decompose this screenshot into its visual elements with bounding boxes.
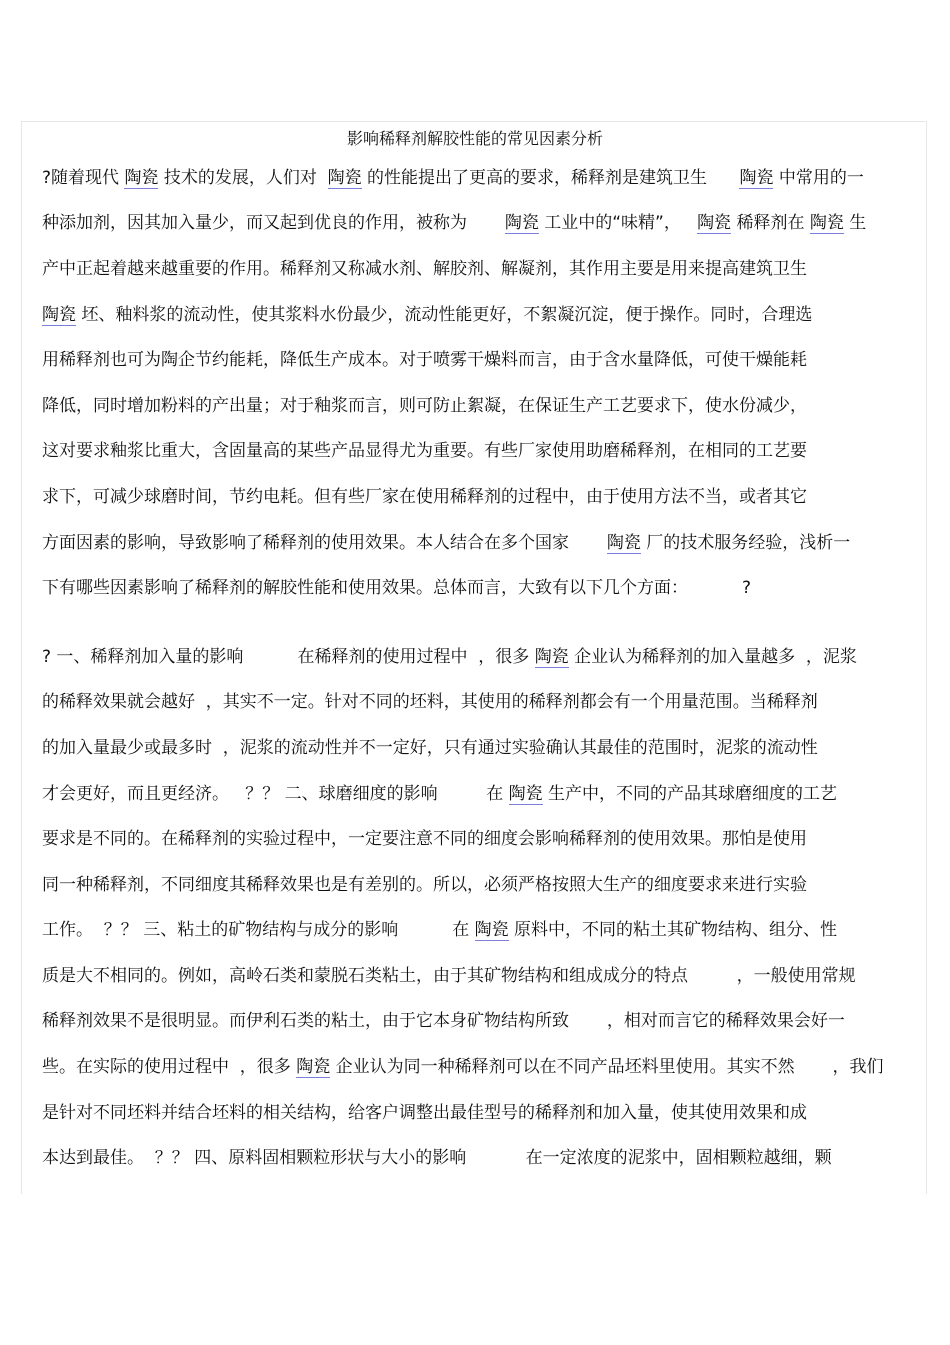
text-segment: 生产中，不同的产品其球磨细度的工艺 (542, 784, 838, 804)
text-segment: 的性能提出了更高的要求，稀释剂是建筑卫生 (361, 168, 740, 188)
text-segment: 生 (843, 213, 867, 233)
keyword-link: 陶瓷 (697, 213, 732, 233)
text-segment: 中常用的一 (773, 168, 864, 188)
text-segment: 这对要求釉浆比重大，含固量高的某些产品显得尤为重要。有些厂家使用助磨稀释剂，在相同的工艺要 (42, 441, 807, 461)
keyword-link: 陶瓷 (124, 168, 159, 188)
text-segment: ?随着现代 (42, 168, 125, 188)
text-line (42, 485, 807, 509)
text-line (42, 964, 856, 988)
text-line (42, 394, 807, 418)
text-line (42, 918, 837, 942)
text-segment: 种添加剂，因其加入量少，而又起到优良的作用，被称为 (42, 213, 505, 233)
text-segment: 下有哪些因素影响了稀释剂的解胶性能和使用效果。总体而言，大致有以下几个方面： ? (42, 578, 752, 598)
keyword-link: 陶瓷 (606, 533, 641, 553)
text-line (42, 439, 807, 463)
text-segment: 坯、釉料浆的流动性，使其浆料水份最少，流动性能更好，不絮凝沉淀，便于操作。同时，合理选 (76, 305, 813, 325)
keyword-link: 陶瓷 (508, 784, 543, 804)
document-title: 影响稀释剂解胶性能的常见因素分析 (346, 129, 603, 148)
text-line (42, 873, 807, 897)
text-segment: 的加入量最少或最多时 ，泥浆的流动性并不一定好，只有通过实验确认其最佳的范围时，泥浆的流动性 (42, 738, 818, 758)
keyword-link: 陶瓷 (504, 213, 539, 233)
text-segment: 企业认为同一种稀释剂可以在不同产品坯料里使用。其实不然 ，我们 (330, 1057, 884, 1077)
text-segment: ? 一、稀释剂加入量的影响 在稀释剂的使用过程中 ，很多 (42, 647, 535, 667)
keyword-link: 陶瓷 (739, 168, 774, 188)
text-segment: 求下，可减少球磨时间，节约电耗。但有些厂家在使用稀释剂的过程中，由于使用方法不当，或者其它 (42, 487, 807, 507)
text-line (42, 827, 807, 851)
text-segment: 的稀释效果就会越好 ，其实不一定。针对不同的坯料，其使用的稀释剂都会有一个用量范围。当稀释剂 (42, 692, 818, 712)
text-line (42, 1146, 832, 1170)
text-line (42, 211, 866, 235)
text-line (42, 576, 751, 600)
text-segment: 产中正起着越来越重要的作用。稀释剂又称减水剂、解胶剂、解凝剂，其作用主要是用来提高建筑卫生 (42, 259, 807, 279)
keyword-link: 陶瓷 (534, 647, 569, 667)
text-segment: 工作。 ？？ 三、粘土的矿物结构与成分的影响 在 (42, 920, 475, 940)
keyword-link: 陶瓷 (296, 1057, 331, 1077)
keyword-link: 陶瓷 (42, 305, 76, 325)
keyword-link: 陶瓷 (474, 920, 509, 940)
text-segment: 稀释剂效果不是很明显。而伊利石类的粘土，由于它本身矿物结构所致 ，相对而言它的稀释效果会好一 (42, 1011, 845, 1031)
text-segment: 降低，同时增加粉料的产出量；对于釉浆而言，则可防止絮凝，在保证生产工艺要求下，使水份减少， (42, 396, 807, 416)
text-segment: 才会更好，而且更经济。 ？？ 二、球磨细度的影响 在 (42, 784, 509, 804)
text-line (42, 1101, 807, 1125)
text-segment: 用稀释剂也可为陶企节约能耗，降低生产成本。对于喷雾干燥料而言，由于含水量降低，可使干燥能耗 (42, 350, 807, 370)
text-segment: 稀释剂在 (731, 213, 810, 233)
text-segment: 方面因素的影响，导致影响了稀释剂的使用效果。本人结合在多个国家 (42, 533, 607, 553)
text-line (42, 166, 864, 190)
text-segment: 原料中，不同的粘土其矿物结构、组分、性 (508, 920, 838, 940)
text-line (42, 257, 807, 281)
text-segment: 工业中的“味精”， (538, 213, 698, 233)
text-line (42, 690, 818, 714)
text-line (42, 782, 837, 806)
text-segment: 企业认为稀释剂的加入量越多 ，泥浆 (568, 647, 857, 667)
text-line (42, 531, 850, 555)
text-segment: 要求是不同的。在稀释剂的实验过程中，一定要注意不同的细度会影响稀释剂的使用效果。那怕是使用 (42, 829, 807, 849)
text-line (42, 736, 818, 760)
text-segment: 厂的技术服务经验，浅析一 (640, 533, 851, 553)
text-line (42, 348, 807, 372)
text-line (42, 303, 812, 327)
text-line (42, 1055, 883, 1079)
keyword-link: 陶瓷 (327, 168, 362, 188)
text-segment: 技术的发展，人们对 (158, 168, 328, 188)
text-line (42, 1009, 845, 1033)
text-segment: 本达到最佳。 ？？ 四、原料固相颗粒形状与大小的影响 在一定浓度的泥浆中，固相颗粒越细，颗 (42, 1148, 832, 1168)
text-segment: 是针对不同坯料并结合坯料的相关结构，给客户调整出最佳型号的稀释剂和加入量，使其使用效果和成 (42, 1103, 807, 1123)
text-segment: 同一种稀释剂，不同细度其稀释效果也是有差别的。所以，必须严格按照大生产的细度要求来进行实验 (42, 875, 807, 895)
keyword-link: 陶瓷 (809, 213, 844, 233)
text-segment: 质是大不相同的。例如，高岭石类和蒙脱石类粘土，由于其矿物结构和组成成分的特点 ，一般使用常规 (42, 966, 856, 986)
text-segment: 些。在实际的使用过程中 ，很多 (42, 1057, 297, 1077)
text-line (42, 645, 857, 669)
